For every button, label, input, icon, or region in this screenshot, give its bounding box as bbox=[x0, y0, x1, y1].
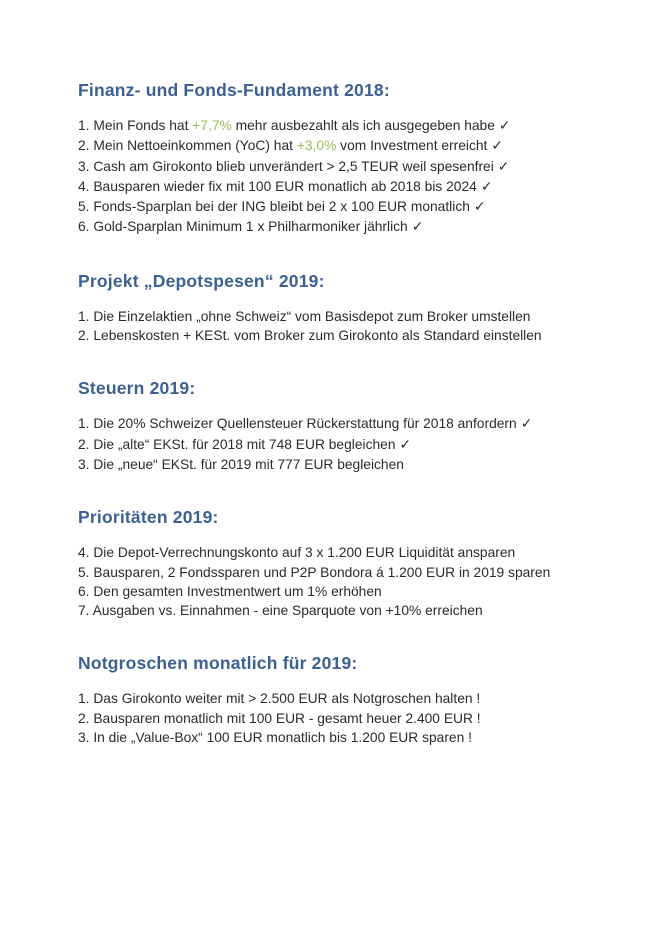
document-section bbox=[78, 80, 600, 238]
list-item-number: 3. bbox=[78, 158, 94, 174]
ordered-list bbox=[78, 543, 600, 620]
section-title: Notgroschen monatlich für 2019: bbox=[78, 653, 358, 674]
list-item-text: Die 20% Schweizer Quellensteuer Rückerstattung für 2018 anfordern bbox=[93, 416, 517, 432]
section-title: Prioritäten 2019: bbox=[78, 507, 219, 528]
list-item-number: 2. bbox=[78, 138, 94, 154]
list-item-number: 5. bbox=[78, 564, 94, 580]
list-item-text: Lebenskosten + KESt. vom Broker zum Girokonto als Standard einstellen bbox=[93, 328, 542, 344]
list-item-text: Cash am Girokonto blieb unverändert > 2,5 TEUR weil spesenfrei bbox=[93, 158, 494, 174]
list-item-text: Fonds-Sparplan bei der ING bleibt bei 2 x 100 EUR monatlich bbox=[93, 199, 470, 215]
check-icon: ✓ bbox=[473, 199, 486, 216]
list-item-number: 6. bbox=[78, 583, 94, 599]
list-item bbox=[78, 177, 600, 197]
list-item-number: 4. bbox=[78, 545, 94, 561]
list-item-text: Bausparen wieder fix mit 100 EUR monatlich ab 2018 bis 2024 bbox=[93, 178, 477, 194]
list-item-number: 4. bbox=[78, 178, 94, 194]
check-icon: ✓ bbox=[399, 436, 412, 453]
highlight-value: +7,7% bbox=[192, 118, 232, 133]
list-item bbox=[78, 157, 600, 177]
check-icon: ✓ bbox=[480, 178, 493, 195]
list-item-text: In die „Value-Box“ 100 EUR monatlich bis 1.200 EUR sparen ! bbox=[93, 730, 472, 746]
ordered-list bbox=[78, 307, 600, 346]
list-item-text: Bausparen monatlich mit 100 EUR - gesamt heuer 2.400 EUR ! bbox=[93, 710, 481, 726]
check-icon: ✓ bbox=[498, 118, 511, 134]
ordered-list bbox=[78, 414, 600, 474]
document-section bbox=[78, 507, 600, 620]
list-item-number: 2. bbox=[78, 328, 94, 344]
ordered-list bbox=[78, 689, 600, 747]
sections-container bbox=[78, 80, 600, 747]
list-item-number: 3. bbox=[78, 456, 94, 472]
list-item bbox=[78, 307, 600, 326]
list-item-number: 5. bbox=[78, 199, 94, 215]
list-item bbox=[78, 217, 600, 237]
list-item-number: 2. bbox=[78, 436, 94, 452]
list-item bbox=[78, 455, 600, 474]
list-item-number: 1. bbox=[78, 308, 94, 324]
list-item-text: Das Girokonto weiter mit > 2.500 EUR als Notgroschen halten ! bbox=[93, 691, 481, 707]
list-item-text: vom Investment erreicht bbox=[336, 138, 488, 154]
list-item bbox=[78, 728, 600, 747]
list-item bbox=[78, 601, 600, 620]
list-item bbox=[78, 197, 600, 217]
list-item bbox=[78, 709, 600, 728]
list-item bbox=[78, 326, 600, 345]
list-item-text: Gold-Sparplan Minimum 1 x Philharmoniker jährlich bbox=[93, 219, 408, 235]
list-item-text: Die „alte“ EKSt. für 2018 mit 748 EUR begleichen bbox=[93, 436, 396, 452]
list-item bbox=[78, 116, 600, 136]
check-icon: ✓ bbox=[491, 138, 503, 155]
list-item-number: 1. bbox=[78, 118, 94, 133]
list-item-number: 6. bbox=[78, 219, 94, 235]
list-item-number: 1. bbox=[78, 691, 94, 707]
list-item-number: 3. bbox=[78, 730, 94, 746]
ordered-list bbox=[78, 116, 600, 238]
check-icon: ✓ bbox=[411, 219, 424, 236]
list-item-text: Mein Nettoeinkommen (YoC) hat bbox=[93, 138, 297, 154]
list-item bbox=[78, 582, 600, 601]
list-item-text: Die Depot-Verrechnungskonto auf 3 x 1.200 EUR Liquidität ansparen bbox=[93, 545, 516, 561]
list-item-text: mehr ausbezahlt als ich ausgegeben habe bbox=[231, 118, 495, 133]
section-title: Projekt „Depotspesen“ 2019: bbox=[78, 270, 325, 291]
list-item bbox=[78, 435, 600, 455]
list-item-text: Mein Fonds hat bbox=[93, 118, 193, 133]
list-item bbox=[78, 563, 600, 582]
list-item-text: Ausgaben vs. Einnahmen - eine Sparquote von +10% erreichen bbox=[92, 603, 483, 619]
document-section bbox=[78, 378, 600, 474]
highlight-value: +3,0% bbox=[296, 138, 337, 154]
list-item bbox=[78, 689, 600, 708]
document-section bbox=[78, 271, 600, 346]
check-icon: ✓ bbox=[520, 416, 533, 433]
list-item bbox=[78, 136, 600, 156]
document-section bbox=[78, 653, 600, 747]
check-icon: ✓ bbox=[497, 158, 510, 175]
list-item-text: Die Einzelaktien „ohne Schweiz“ vom Basisdepot zum Broker umstellen bbox=[93, 308, 531, 324]
list-item-text: Bausparen, 2 Fondssparen und P2P Bondora á 1.200 EUR in 2019 sparen bbox=[93, 564, 551, 580]
section-title: Finanz- und Fonds-Fundament 2018: bbox=[78, 80, 390, 100]
list-item-number: 2. bbox=[78, 710, 94, 726]
list-item-text: Die „neue“ EKSt. für 2019 mit 777 EUR begleichen bbox=[93, 456, 404, 472]
list-item bbox=[78, 414, 600, 434]
list-item bbox=[78, 543, 600, 562]
list-item-number: 7. bbox=[78, 603, 93, 619]
section-title: Steuern 2019: bbox=[78, 378, 196, 399]
list-item-text: Den gesamten Investmentwert um 1% erhöhen bbox=[93, 583, 382, 599]
list-item-number: 1. bbox=[78, 416, 94, 432]
